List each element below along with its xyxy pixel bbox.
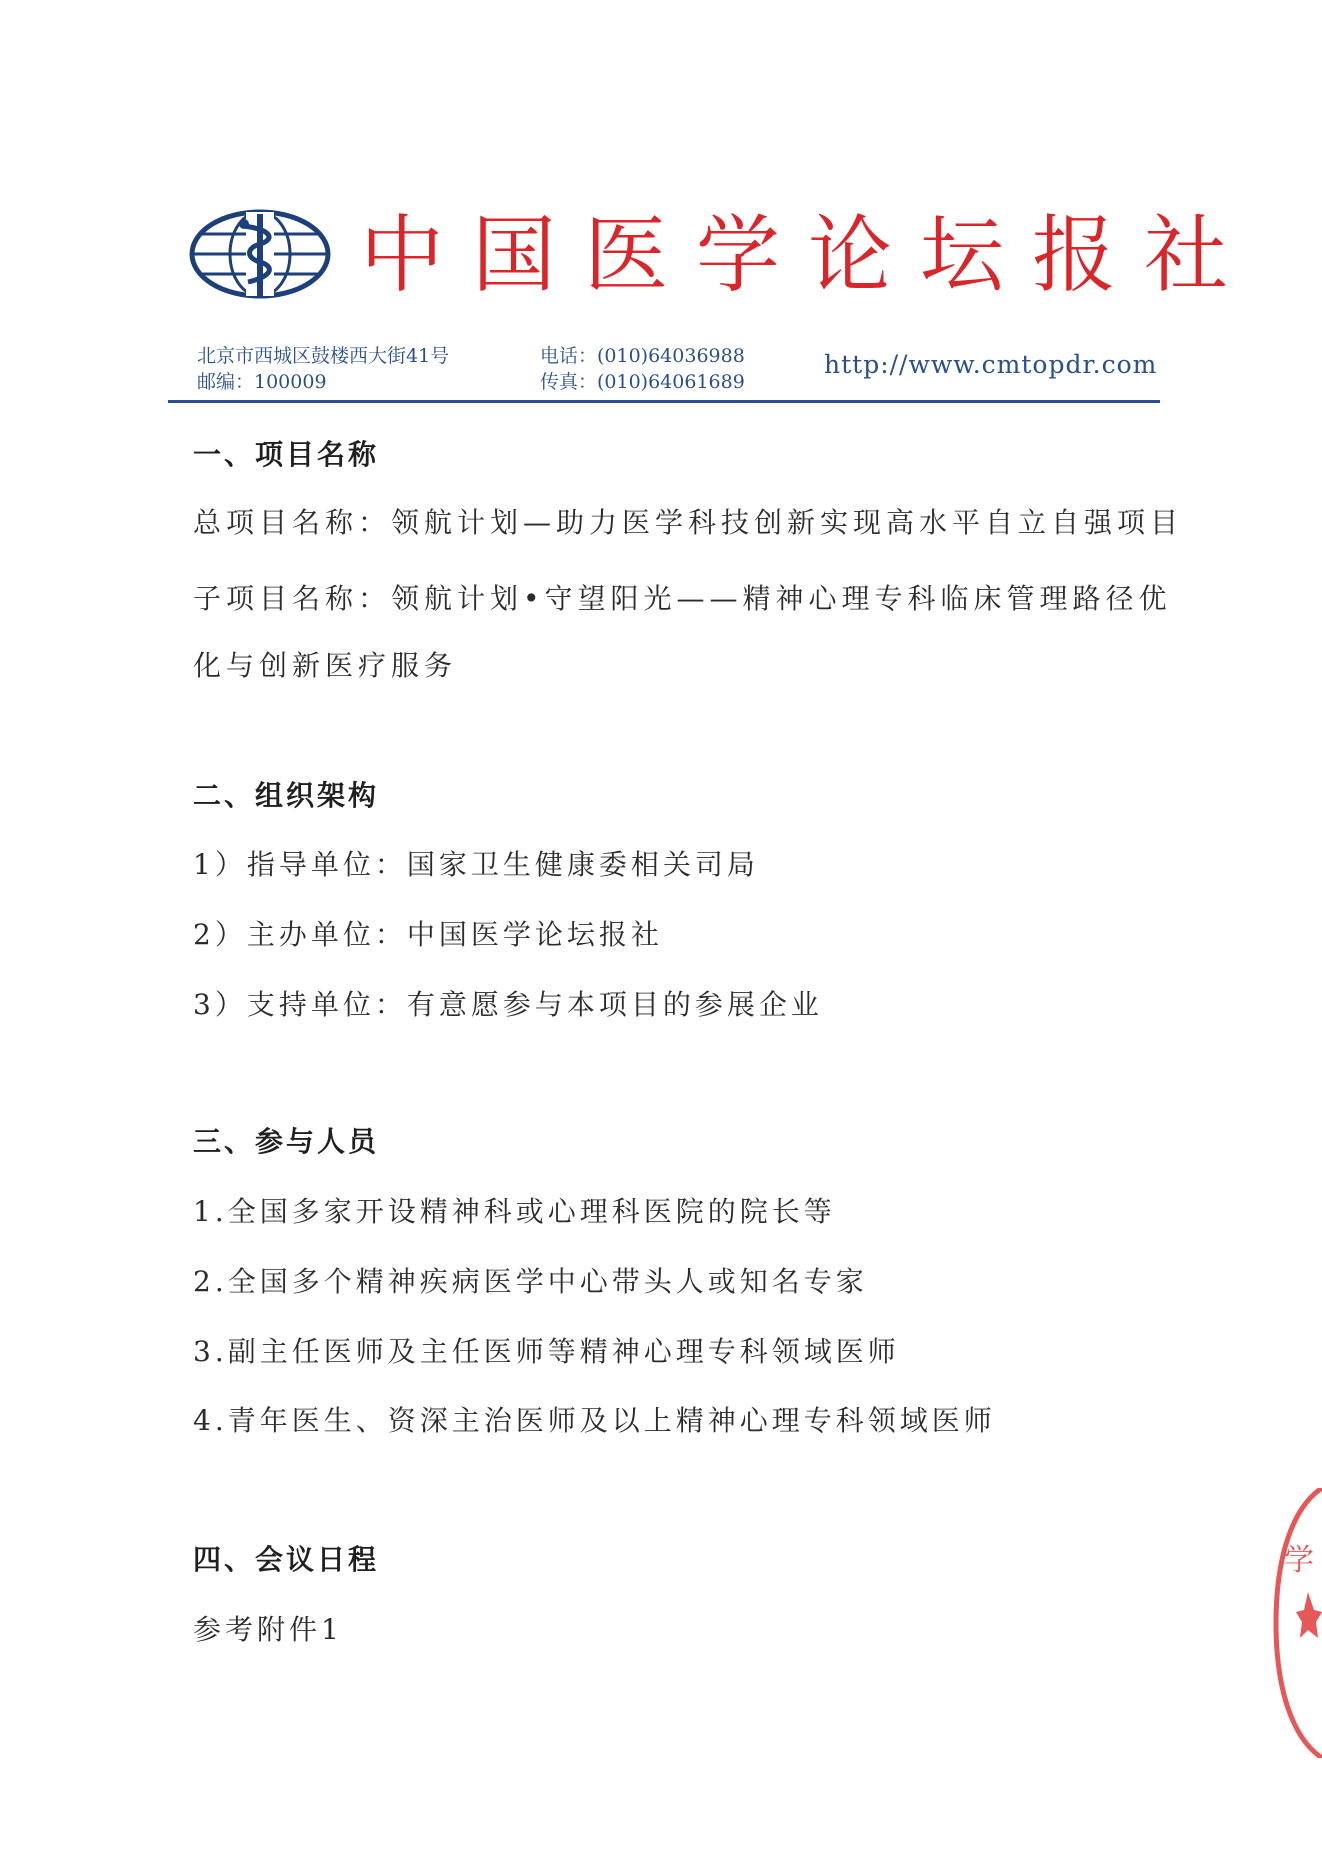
svg-text:学: 学 — [1284, 1543, 1314, 1578]
list-item: 2.全国多个精神疾病医学中心带头人或知名专家 — [193, 1265, 868, 1298]
official-seal-fragment-icon — [1272, 1488, 1322, 1758]
list-item: 2）主办单位：中国医学论坛报社 — [193, 918, 663, 951]
section-heading-project: 一、项目名称 — [193, 438, 380, 471]
header-divider — [168, 400, 1160, 403]
section-heading-organization: 二、组织架构 — [193, 779, 380, 812]
organization-name: 中国医学论坛报社 — [360, 206, 1257, 304]
phone-text: 电话：(010)64036988 — [540, 345, 745, 367]
attachment-reference: 参考附件1 — [193, 1613, 343, 1646]
list-item: 4.青年医生、资深主治医师及以上精神心理专科领域医师 — [193, 1404, 996, 1437]
fax-text: 传真：(010)64061689 — [540, 371, 745, 393]
section-heading-participants: 三、参与人员 — [193, 1125, 380, 1158]
website-link[interactable]: http://www.cmtopdr.com — [824, 350, 1158, 379]
address-text: 北京市西城区鼓楼西大街41号 — [197, 345, 450, 367]
postcode-text: 邮编：100009 — [197, 371, 327, 393]
list-item: 1.全国多家开设精神科或心理科医院的院长等 — [193, 1195, 836, 1228]
main-project-name: 总项目名称：领航计划—助力医学科技创新实现高水平自立自强项目 — [193, 506, 1184, 539]
sub-project-name-line1: 子项目名称：领航计划•守望阳光——精神心理专科临床管理路径优 — [193, 582, 1172, 615]
list-item: 1）指导单位：国家卫生健康委相关司局 — [193, 848, 759, 881]
list-item: 3.副主任医师及主任医师等精神心理专科领域医师 — [193, 1335, 900, 1368]
list-item: 3）支持单位：有意愿参与本项目的参展企业 — [193, 988, 823, 1021]
phone-fax-block — [540, 343, 745, 395]
address-block — [197, 343, 449, 395]
globe-caduceus-logo-icon — [188, 208, 332, 300]
section-heading-schedule: 四、会议日程 — [193, 1543, 380, 1576]
sub-project-name-line2: 化与创新医疗服务 — [193, 649, 458, 682]
